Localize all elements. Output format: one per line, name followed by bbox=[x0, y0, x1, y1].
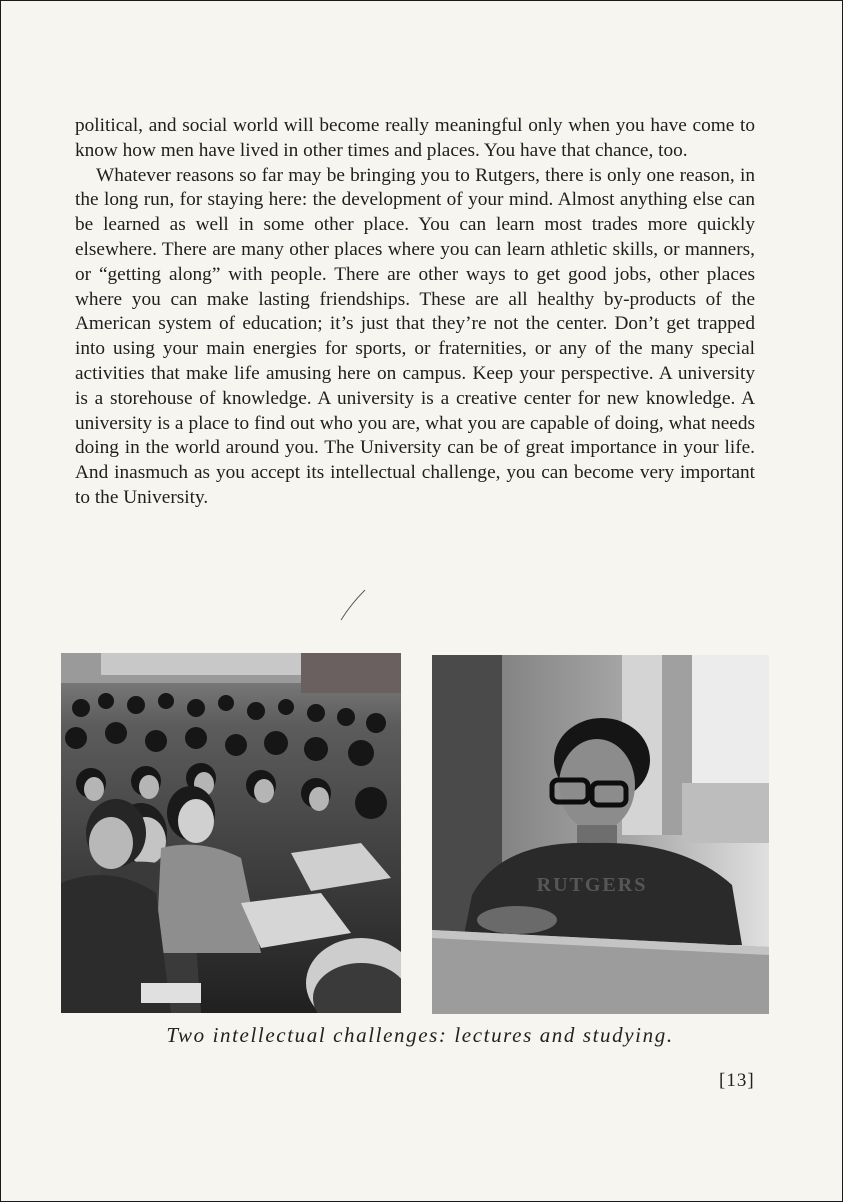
paragraph-rutgers-reasons: Whatever reasons so far may be bringing you to Rutgers, there is only one reason, in the long run, for staying here: the development of your mind. Almost anything else can be learned as well in some other place. You can learn most trades more quickly elsewhere. There are many other places where you can learn athletic skills, or manners, or “getting along” with people. There are other ways to get good jobs, other places where you can make lasting friendships. These are all healthy by-products of the American system of education; it’s just that they’re not the center. Don’t get trapped into using your main energies for sports, or fraternities, or any of the many special activities that make life amusing here on campus. Keep your perspective. A university is a storehouse of knowledge. A university is a creative center for new knowledge. A university is a place to find out who you are, what you are capable of doing, what needs doing in the world around you. The University can be of great importance in your life. And inasmuch as you accept its intellectual challenge, you can become very important to the University. bbox=[75, 164, 755, 508]
lecture-hall-photo bbox=[61, 653, 401, 1013]
pencil-mark bbox=[337, 586, 377, 626]
rutgers-shirt-text: RUTGERS bbox=[536, 874, 648, 896]
body-text bbox=[75, 114, 755, 511]
photo-caption: Two intellectual challenges: lectures and studying. bbox=[166, 1023, 674, 1047]
page-number: [13] bbox=[719, 1070, 755, 1091]
studying-student-photo bbox=[432, 655, 769, 1014]
paragraph-continued: political, and social world will become really meaningful only when you have come to know how men have lived in other times and places. You have that chance, too. bbox=[75, 115, 755, 161]
